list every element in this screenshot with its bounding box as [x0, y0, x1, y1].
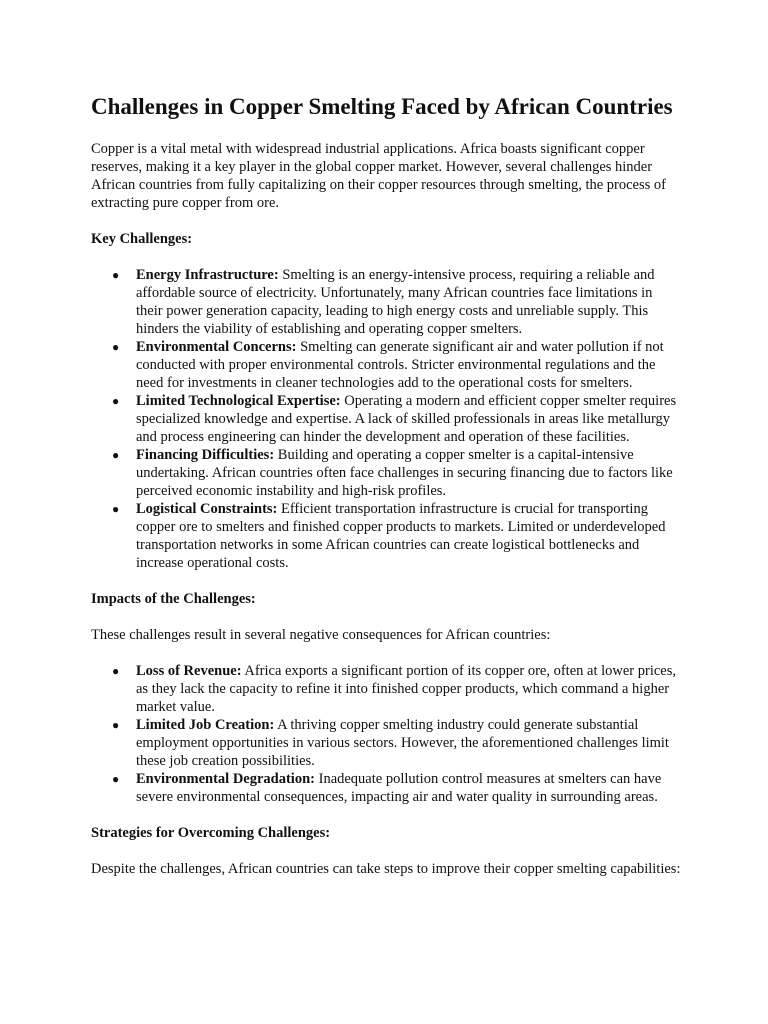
intro-paragraph: Copper is a vital metal with widespread industrial applications. Africa boasts significant copper reserves, making it a key player in the global copper market. However, several challenges hinder African countries from fully capitalizing on their copper resources through smelting, the process of extracting pure copper from ore.: [91, 141, 666, 211]
list-item-term: Limited Job Creation:: [136, 717, 275, 733]
key-challenges-list: [91, 266, 681, 572]
list-item: [91, 662, 681, 716]
list-item-term: Environmental Degradation:: [136, 771, 315, 787]
list-item: [91, 446, 681, 500]
bullet-icon: ●: [112, 448, 120, 462]
list-item: [91, 500, 681, 572]
list-item: [91, 338, 681, 392]
list-item: [91, 392, 681, 446]
key-challenges-heading: Key Challenges:: [91, 231, 193, 247]
list-item-text: Africa exports a significant portion of its copper ore, often at lower prices, as they lack the capacity to refine it into finished copper products, which command a higher market value.: [136, 663, 676, 715]
bullet-icon: ●: [112, 394, 120, 408]
list-item-term: Financing Difficulties:: [136, 447, 275, 463]
list-item-term: Limited Technological Expertise:: [136, 393, 341, 409]
document-page: [91, 92, 681, 878]
strategies-lead: Despite the challenges, African countries can take steps to improve their copper smelting capabilities:: [91, 861, 681, 877]
impacts-lead: These challenges result in several negative consequences for African countries:: [91, 627, 551, 643]
bullet-icon: ●: [112, 340, 120, 354]
list-item-term: Energy Infrastructure:: [136, 267, 279, 283]
list-item-term: Logistical Constraints:: [136, 501, 278, 517]
list-item-text: Smelting can generate significant air and water pollution if not conducted with proper environmental controls. Stricter environmental regulations and the need for investments in cleaner technologies add to the operational costs for smelters.: [136, 339, 664, 391]
list-item: [91, 770, 681, 806]
impacts-list: [91, 662, 681, 806]
list-item-text: Operating a modern and efficient copper smelter requires specialized knowledge and expertise. A lack of skilled professionals in areas like metallurgy and process engineering can hinder the development and operation of these facilities.: [136, 393, 677, 445]
bullet-icon: ●: [112, 664, 120, 678]
bullet-icon: ●: [112, 268, 120, 282]
list-item-term: Loss of Revenue:: [136, 663, 242, 679]
impacts-heading: Impacts of the Challenges:: [91, 591, 256, 607]
list-item-text: Smelting is an energy-intensive process, requiring a reliable and affordable source of electricity. Unfortunately, many African countries face limitations in their power generation capacity, leading to high energy costs and unreliable supply. This hinders the viability of establishing and operating copper smelters.: [136, 267, 655, 337]
bullet-icon: ●: [112, 772, 120, 786]
list-item-term: Environmental Concerns:: [136, 339, 297, 355]
document-title: Challenges in Copper Smelting Faced by African Countries: [91, 94, 673, 119]
list-item-text: Inadequate pollution control measures at smelters can have severe environmental consequences, impacting air and water quality in surrounding areas.: [136, 771, 662, 805]
list-item: [91, 266, 681, 338]
list-item-text: Building and operating a copper smelter is a capital-intensive undertaking. African countries often face challenges in securing financing due to factors like perceived economic instability and high-risk profiles.: [136, 447, 673, 499]
bullet-icon: ●: [112, 502, 120, 516]
list-item-text: Efficient transportation infrastructure is crucial for transporting copper ore to smelters and finished copper products to markets. Limited or underdeveloped transportation networks in some African countries can create logistical bottlenecks and increase operational costs.: [136, 501, 666, 571]
list-item-text: A thriving copper smelting industry could generate substantial employment opportunities in various sectors. However, the aforementioned challenges limit these job creation possibilities.: [136, 717, 669, 769]
bullet-icon: ●: [112, 718, 120, 732]
list-item: [91, 716, 681, 770]
strategies-heading: Strategies for Overcoming Challenges:: [91, 825, 331, 841]
